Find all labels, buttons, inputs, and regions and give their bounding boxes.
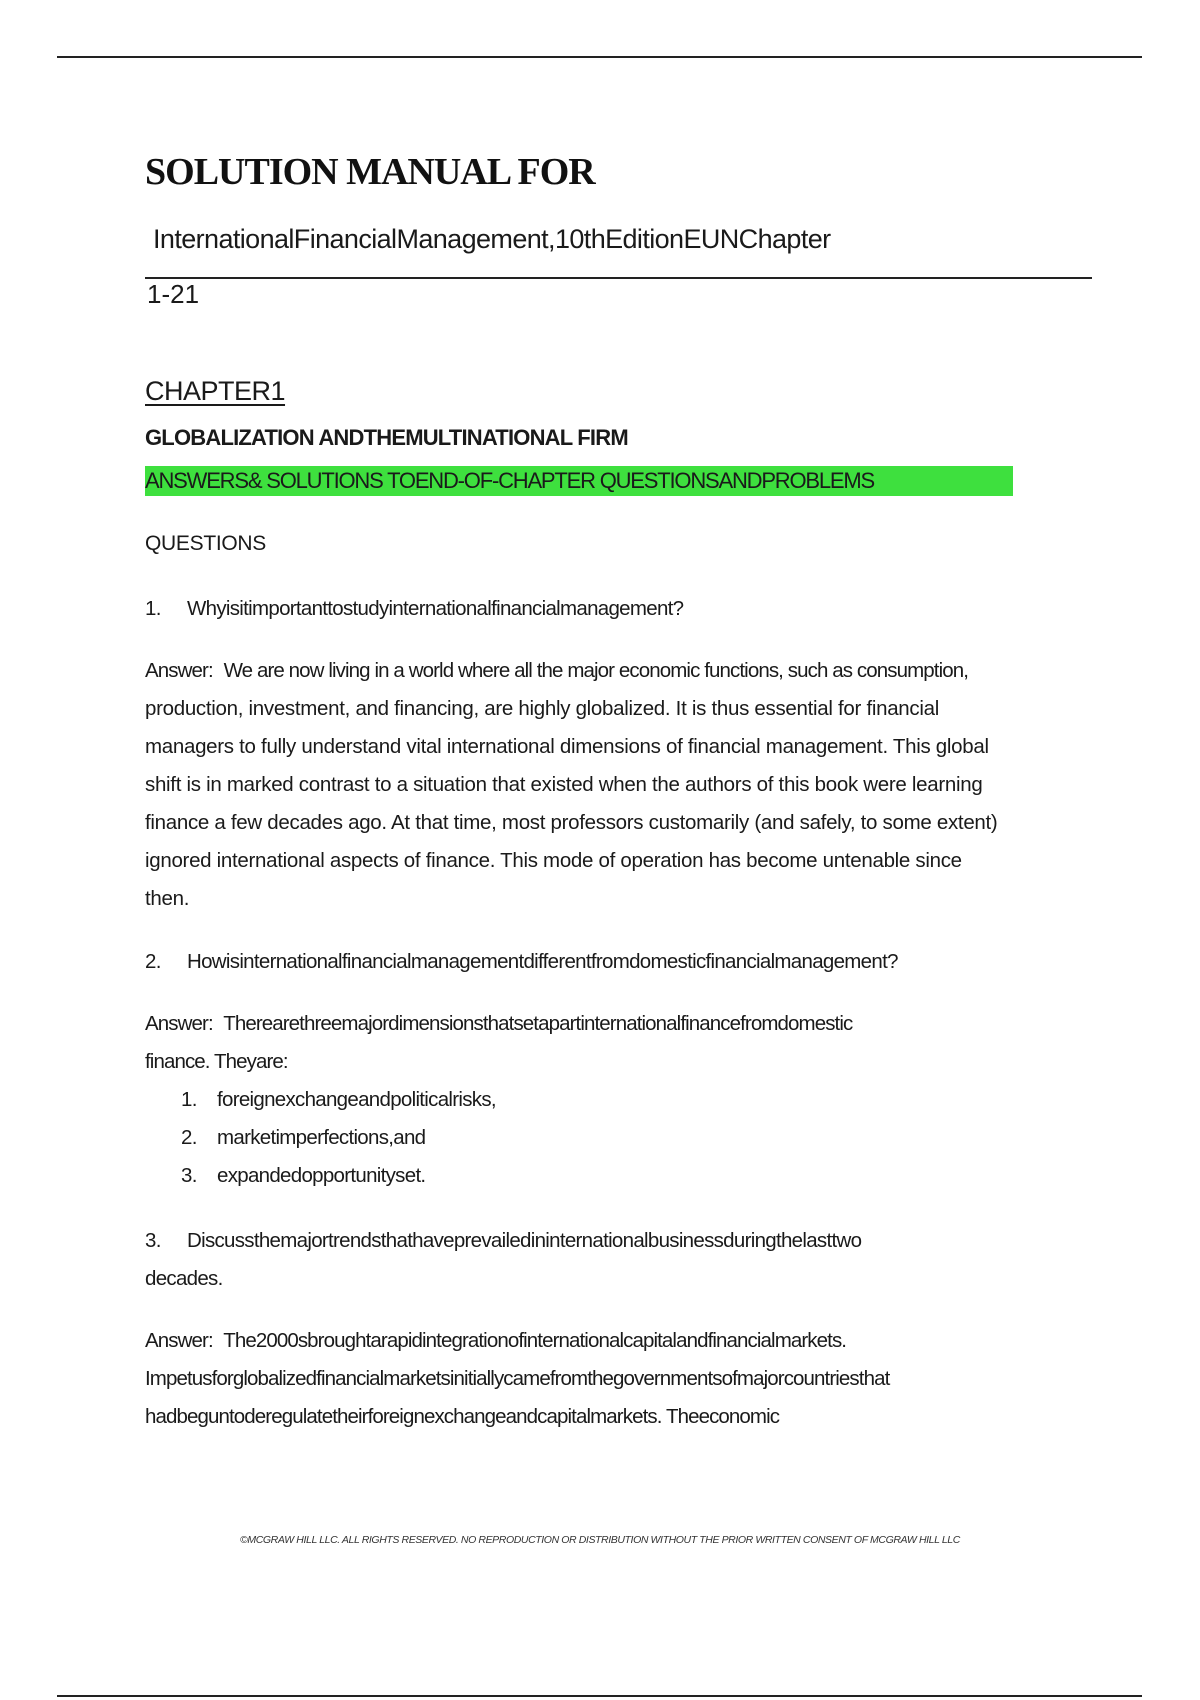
answer-label: Answer:: [145, 659, 213, 682]
list-item: 1. foreignexchangeandpoliticalrisks,: [181, 1088, 496, 1111]
answer-1: [145, 652, 1090, 918]
answer-line: then.: [145, 887, 190, 910]
question-text: Discussthemajortrendsthathaveprevailedininternationalbusinessduringthelasttwo: [187, 1229, 862, 1252]
question-text: decades.: [145, 1267, 223, 1290]
question-2: [145, 943, 898, 981]
question-1: [145, 590, 683, 628]
question-text: Whyisitimportanttostudyinternationalfinancialmanagement?: [187, 597, 684, 620]
list-item: 2. marketimperfections,and: [181, 1126, 426, 1149]
answer-line: ignored international aspects of finance. This mode of operation has become untenable since: [145, 849, 962, 872]
answer-label: Answer:: [145, 1012, 213, 1035]
chapter-heading: CHAPTER1: [145, 376, 286, 406]
list-item: 3. expandedopportunityset.: [181, 1164, 426, 1187]
top-rule: [57, 56, 1142, 58]
question-text: Howisinternationalfinancialmanagementdifferentfromdomesticfinancialmanagement?: [187, 950, 898, 973]
answer-line: production, investment, and financing, are highly globalized. It is thus essential for financial: [145, 697, 939, 720]
bottom-rule: [57, 1695, 1142, 1697]
answer-line: hadbeguntoderegulatetheirforeignexchangeandcapitalmarkets. Theeconomic: [145, 1405, 780, 1428]
answer-line: managers to fully understand vital international dimensions of financial management. This global: [145, 735, 989, 758]
question-number: 1.: [145, 597, 161, 620]
question-3: [145, 1222, 861, 1298]
answer-2-list: [181, 1081, 496, 1195]
answer-line: We are now living in a world where all the major economic functions, such as consumption,: [223, 659, 969, 682]
document-title: SOLUTION MANUAL FOR: [145, 151, 595, 193]
highlighted-subheading: ANSWERS& SOLUTIONS TOEND-OF-CHAPTER QUESTIONSANDPROBLEMS: [145, 466, 1013, 496]
subtitle-rule: [145, 277, 1092, 279]
answer-line: finance. Theyare:: [145, 1050, 288, 1073]
answer-label: Answer:: [145, 1329, 213, 1352]
question-number: 2.: [145, 950, 161, 973]
answer-line: shift is in marked contrast to a situation that existed when the authors of this book were learning: [145, 773, 983, 796]
question-number: 3.: [145, 1229, 161, 1252]
answer-line: The2000sbroughtarapidintegrationofinternationalcapitalandfinancialmarkets.: [223, 1329, 847, 1352]
answer-line: Impetusforglobalizedfinancialmarketsinitiallycamefromthegovernmentsofmajorcountriesthat: [145, 1367, 890, 1390]
document-subtitle: InternationalFinancialManagement,10thEditionEUNChapter: [153, 224, 831, 254]
section-heading: QUESTIONS: [145, 532, 266, 555]
copyright-footer: ©MCGRAW HILL LLC. ALL RIGHTS RESERVED. NO REPRODUCTION OR DISTRIBUTION WITHOUT THE PRIOR WRITTEN CONSENT OF MCGRAW HILL LLC: [240, 1534, 960, 1546]
answer-2: [145, 1005, 1090, 1081]
chapter-name: GLOBALIZATION ANDTHEMULTINATIONAL FIRM: [145, 425, 628, 450]
answer-line: Therearethreemajordimensionsthatsetapartinternationalfinancefromdomestic: [223, 1012, 853, 1035]
answer-line: finance a few decades ago. At that time, most professors customarily (and safely, to some extent): [145, 811, 998, 834]
answer-3: [145, 1322, 1090, 1436]
chapter-range: 1-21: [147, 279, 200, 309]
